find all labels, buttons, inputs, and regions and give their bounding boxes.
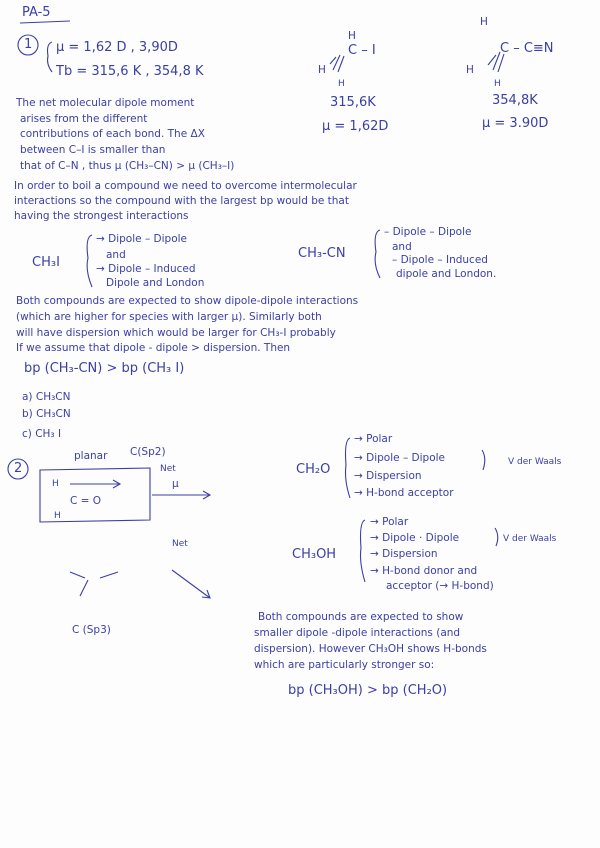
csp3-label: C (Sp3) — [72, 624, 111, 636]
para2-line: having the strongest interactions — [14, 210, 189, 222]
para1-line: that of C–N , thus μ (CH₃–CN) > μ (CH₃–I) — [20, 160, 235, 172]
mol2-tb: 354,8K — [492, 93, 538, 108]
mol2-mu: μ = 3.90D — [482, 116, 549, 131]
ch3cn-item: dipole and London. — [396, 268, 497, 280]
mol2-h-bottom: H — [494, 79, 501, 89]
page-label: PA-5 — [22, 5, 51, 20]
mol2-bond: C – C≡N — [500, 41, 554, 56]
net-label-1: Net — [160, 464, 176, 474]
mol1-h-top: H — [348, 30, 356, 42]
para3-line: Both compounds are expected to show dipole-dipole interactions — [16, 295, 359, 307]
q2-para-line: dispersion). However CH₃OH shows H-bonds — [254, 643, 487, 655]
ch3i-item: Dipole and London — [106, 277, 205, 289]
para2-line: In order to boil a compound we need to overcome intermolecular — [14, 180, 357, 192]
mol2-h-left: H — [466, 64, 474, 76]
ch3i-item: → Dipole – Dipole — [96, 233, 187, 245]
ch3i-item: → Dipole – Induced — [96, 263, 196, 275]
ch3cn-item: – Dipole – Dipole — [384, 226, 472, 238]
ch2o-label: CH₂O — [296, 462, 331, 477]
mol1-mu: μ = 1,62D — [322, 119, 389, 134]
ch3oh-label: CH₃OH — [292, 547, 337, 562]
ch3oh-item: → Dipole · Dipole — [370, 532, 460, 544]
ch3i-item: and — [106, 249, 126, 261]
para3-line: If we assume that dipole - dipole > dispersion. Then — [16, 342, 291, 354]
ch3oh-item: acceptor (→ H-bond) — [386, 580, 494, 592]
para1-line: The net molecular dipole moment — [16, 97, 195, 109]
h-label: H — [52, 479, 59, 489]
q2-para-line: which are particularly stronger so: — [254, 659, 435, 671]
answer-a: a) CH₃CN — [22, 391, 71, 403]
para1-line: contributions of each bond. The ΔX — [20, 128, 205, 140]
para1-line: arises from the different — [20, 113, 148, 125]
ch3cn-label: CH₃-CN — [298, 246, 346, 261]
dipole-moments-line: μ = 1,62 D , 3,90D — [56, 40, 178, 55]
ch2o-item: → Dispersion — [354, 470, 422, 482]
ch3oh-item: → Dispersion — [370, 548, 438, 560]
para3-line: will have dispersion which would be larger for CH₃-I probably — [16, 327, 336, 339]
para3-line: (which are higher for species with larger μ). Similarly both — [16, 311, 322, 323]
para1-line: between C–I is smaller than — [20, 144, 166, 156]
para2-line: interactions so the compound with the largest bp would be that — [14, 195, 349, 207]
ch3oh-item: → H-bond donor and — [370, 565, 478, 577]
mol2-h-top: H — [480, 16, 488, 28]
ch2o-item: → Dipole – Dipole — [354, 452, 445, 464]
boiling-points-line: Tb = 315,6 K , 354,8 K — [56, 64, 204, 79]
question-number-2: 2 — [14, 461, 23, 476]
ch3i-label: CH₃I — [32, 255, 60, 270]
planar-label: planar — [74, 450, 108, 462]
ch3cn-item: – Dipole – Induced — [392, 254, 488, 266]
question-number: 1 — [24, 37, 33, 52]
bp-comparison: bp (CH₃-CN) > bp (CH₃ I) — [24, 361, 185, 376]
ch3cn-item: and — [392, 241, 412, 253]
mu-label-1: μ — [172, 478, 179, 490]
mol1-bond: C – I — [348, 43, 376, 58]
ch3oh-item: → Polar — [370, 516, 409, 528]
ch3oh-vdw: V der Waals — [503, 534, 557, 544]
ch2o-item: → Polar — [354, 433, 393, 445]
mol1-h-left: H — [318, 64, 326, 76]
answer-b: b) CH₃CN — [22, 408, 71, 420]
q2-para-line: Both compounds are expected to show — [258, 611, 464, 623]
ch2o-vdw: V der Waals — [508, 457, 562, 467]
carbonyl-label: C = O — [70, 495, 102, 507]
answer-c: c) CH₃ I — [22, 428, 62, 440]
net-label-2: Net — [172, 539, 188, 549]
h-label: H — [54, 511, 61, 521]
mol1-h-bottom: H — [338, 79, 345, 89]
q2-para-line: smaller dipole -dipole interactions (and — [254, 627, 461, 639]
mol1-tb: 315,6K — [330, 95, 376, 110]
final-bp-comparison: bp (CH₃OH) > bp (CH₂O) — [288, 683, 448, 698]
csp2-label: C(Sp2) — [130, 446, 166, 458]
ch2o-item: → H-bond acceptor — [354, 487, 454, 499]
